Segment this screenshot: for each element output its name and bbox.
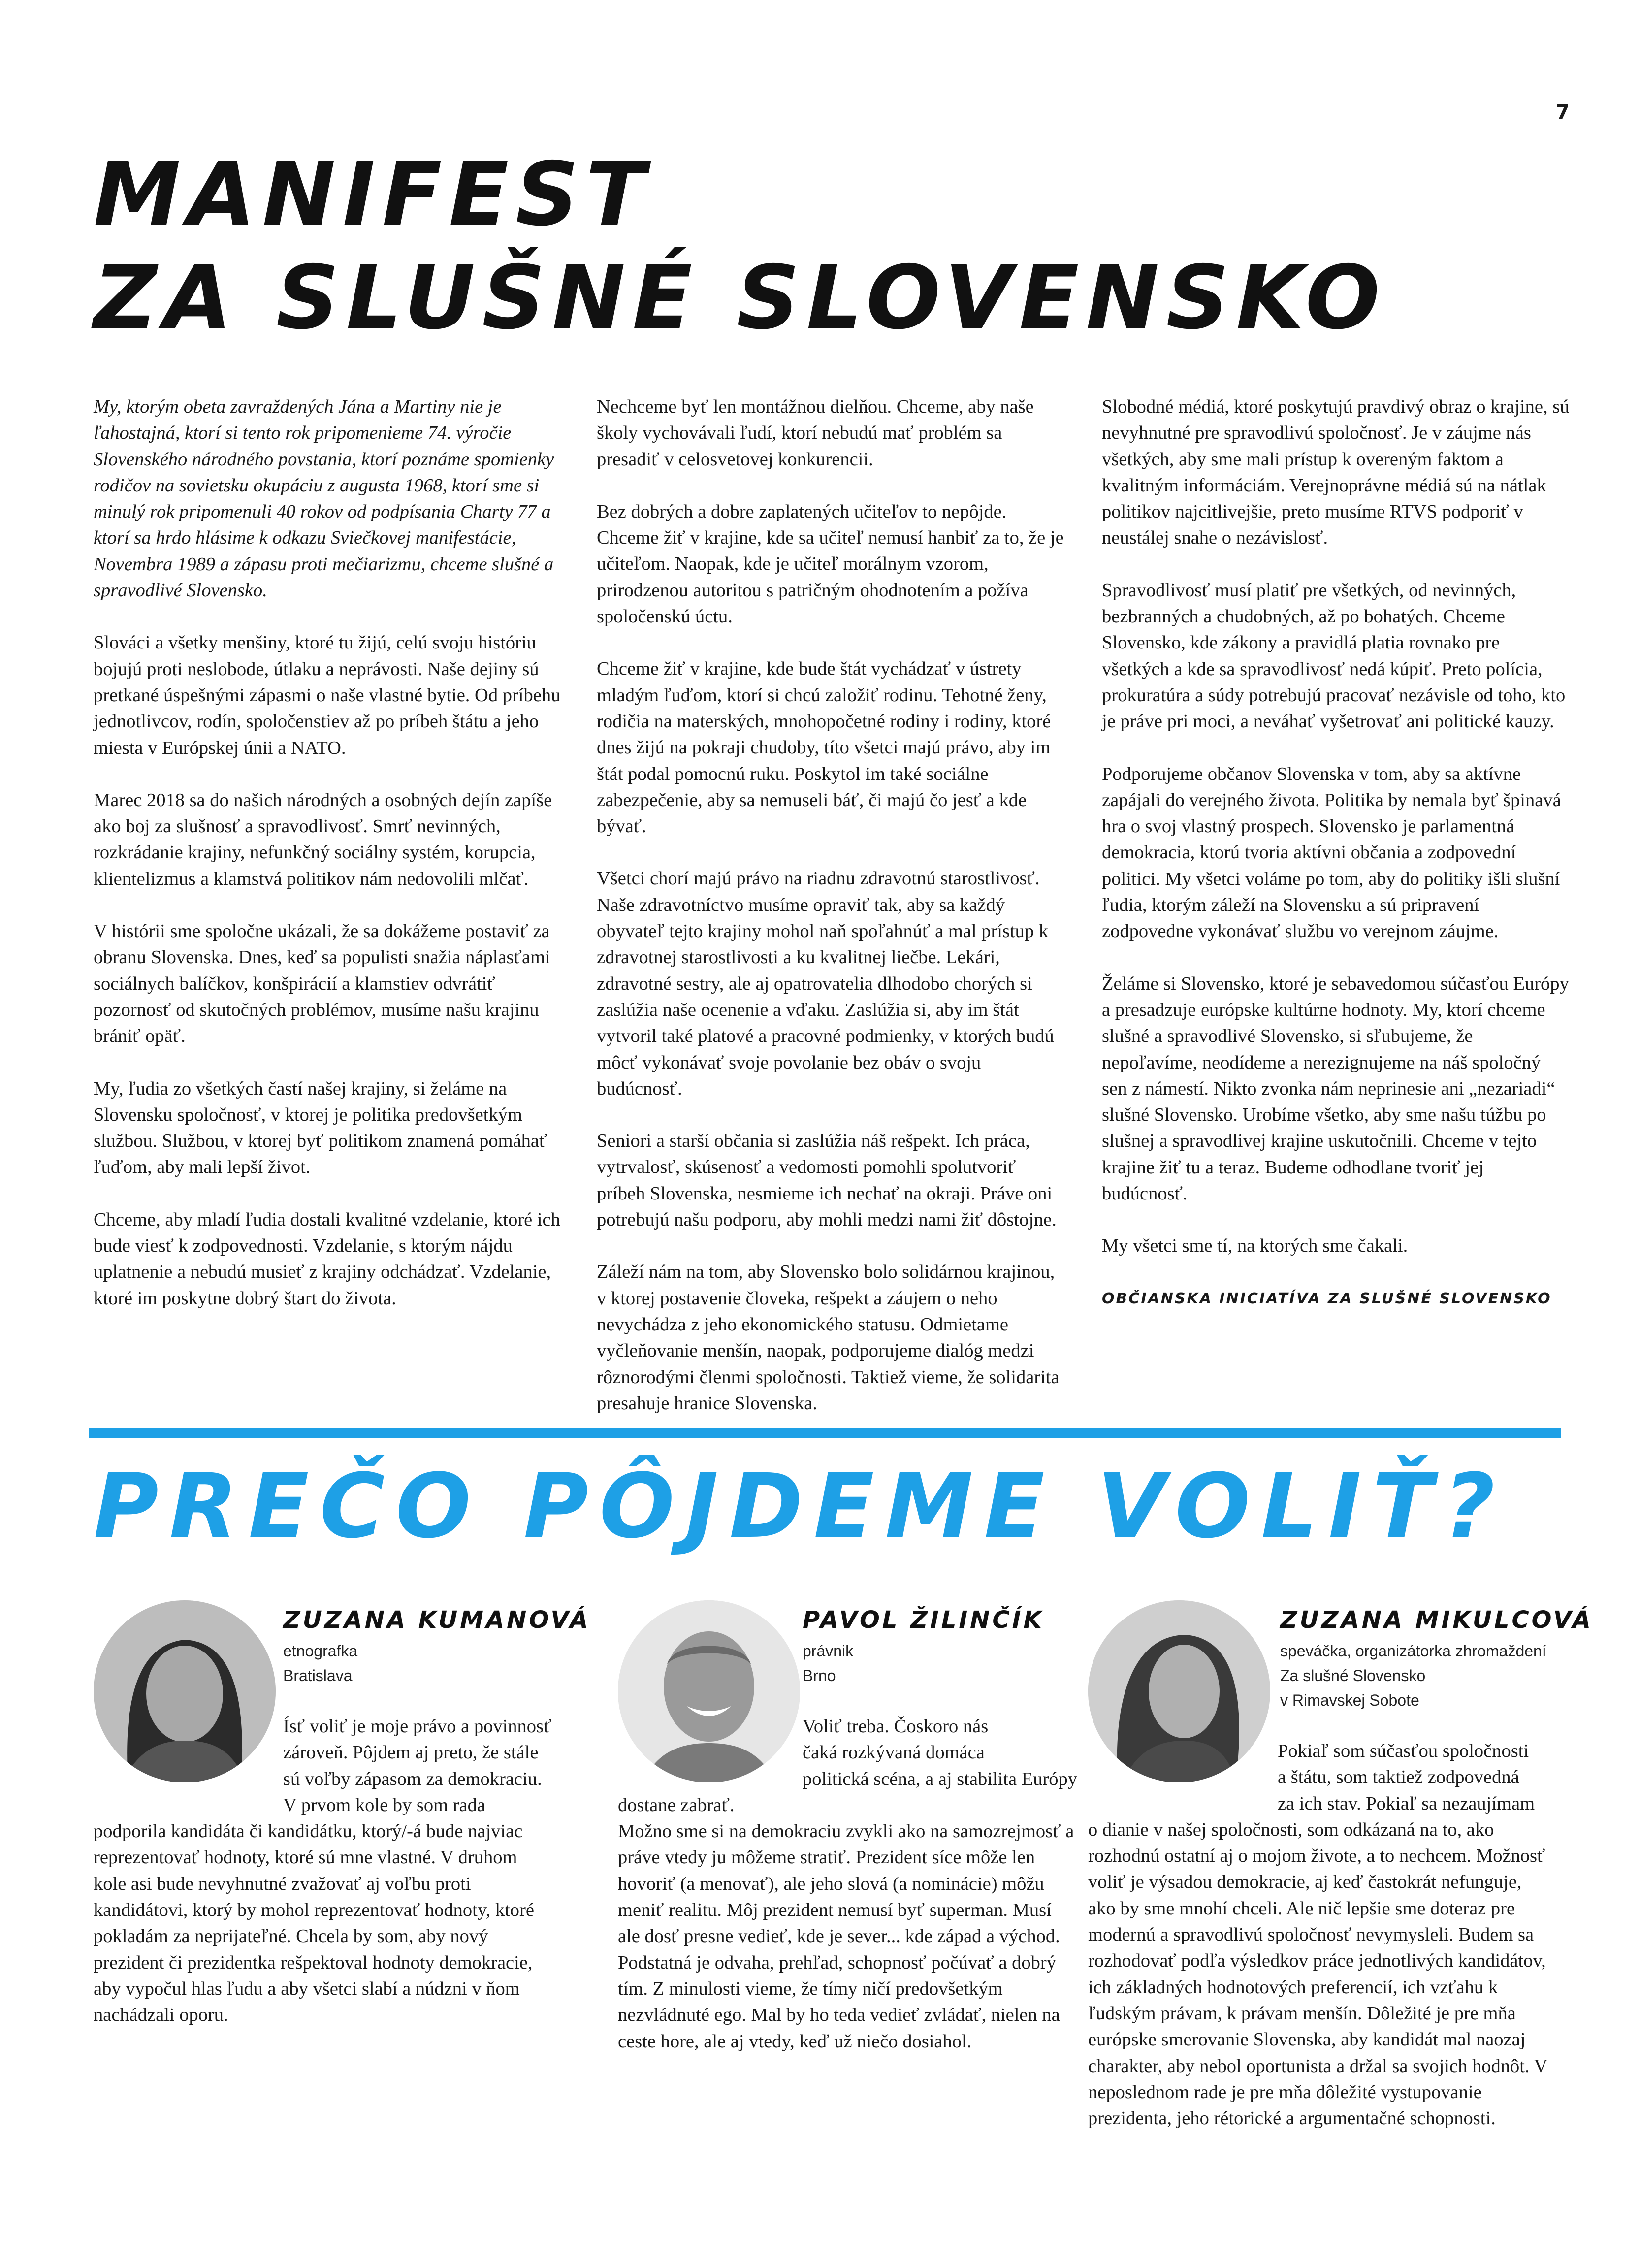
- manifest-paragraph: V histórii sme spoločne ukázali, že sa dokážeme postaviť za obranu Slovenska. Dnes, keď sa populisti snažia náplasťami sociálnych balíčkov, konšpirácií a klamstiev odvrátiť pozornosť od skutočných problémov, musíme našu krajinu brániť opäť.: [94, 921, 550, 1047]
- quote-line: zároveň. Pôjdem aj preto, že stále: [283, 1742, 539, 1763]
- manifest-title-line1: MANIFEST: [94, 143, 652, 245]
- manifest-paragraph: Želáme si Slovensko, ktoré je sebavedomou súčasťou Európy a presadzuje európske kultúrne hodnoty. My, ktorí chceme slušné a spravodlivé Slovensko, si sľubujeme, že nepoľavíme, neodídeme a nerezignujeme na náš spoločný sen z námestí. Nikto zvonka nám neprinesie ani „nezariadi“ slušné Slovensko. Urobíme všetko, aby sme našu túžbu po slušnej a spravodlivej krajine uskutočnili. Chceme v tejto krajine žiť tu a teraz. Budeme odhodlane tvoriť jej budúcnosť.: [1102, 973, 1569, 1204]
- manifest-paragraph: Slobodné médiá, ktoré poskytujú pravdivý obraz o krajine, sú nevyhnutné pre spravodlivú spoločnosť. Je v záujme nás všetkých, aby sme mali prístup k overeným faktom a kvalitným informáciám. Verejnoprávne médiá sú na nátlak politikov najcitlivejšie, preto musíme RTVS podporiť v neustálej snahe o nezávislosť.: [1102, 396, 1570, 549]
- manifest-paragraph: Bez dobrých a dobre zaplatených učiteľov to nepôjde. Chceme žiť v krajine, kde sa učiteľ nemusí hanbiť za to, že je učiteľom. Naopak, kde je učiteľ morálnym vzorom, prirodzenou autoritou s patričným ohodnotením a požíva spoločenskú úctu.: [597, 501, 1064, 627]
- section-divider: [89, 1428, 1561, 1438]
- manifest-paragraph: Chceme, aby mladí ľudia dostali kvalitné vzdelanie, ktoré ich bude viesť k zodpovednosti. Vzdelanie, s ktorým nájdu uplatnenie a nebudú musieť z krajiny odchádzať. Vzdelanie, ktoré im poskytne dobrý štart do života.: [94, 1209, 560, 1309]
- manifest-title: [94, 143, 1387, 350]
- person-quote: [618, 1714, 1078, 2055]
- manifest-paragraph: Podporujeme občanov Slovenska v tom, aby sa aktívne zapájali do verejného života. Politika by nemala byť špinavá hra o svoj vlastný prospech. Slovensko je parlamentná demokracia, ktorú tvoria aktívni občania a zodpovední politici. My všetci voláme po tom, aby do politiky išli slušní ľudia, ktorým záleží na Slovensku a sú pripravení zodpovedne vykonávať službu vo verejnom záujme.: [1102, 763, 1561, 942]
- manifest-paragraph: Chceme žiť v krajine, kde bude štát vychádzať v ústrety mladým ľuďom, ktorí si chcú založiť rodinu. Tehotné ženy, rodičia na materských, mnohopočetné rodiny i rodiny, ktoré dnes žijú na pokraji chudoby, títo všetci majú právo, aby im štát podal pomocnú ruku. Poskytol im také sociálne zabezpečenie, aby sa nemuseli báť, či majú čo jesť a kde bývať.: [597, 658, 1051, 837]
- quote-body: V prvom kole by som rada podporila kandidáta či kandidátku, ktorý/-á bude najviac reprezentovať hodnoty, ktoré sú mne vlastné. V druhom kole asi bude nevyhnutné zvažovať aj voľbu proti kandidátovi, ktorý by mohol reprezentovať hodnoty, ktoré pokladám za neprijateľné. Chcela by som, aby nový prezident či prezidentka rešpektoval hodnoty demokracie, aby vypočul hlas ľudu a aby všetci slabí a núdzni v ňom nachádzali oporu.: [94, 1794, 534, 2026]
- manifest-intro: My, ktorým obeta zavraždených Jána a Martiny nie je ľahostajná, ktorí si tento rok pripomenieme 74. výročie Slovenského národného povstania, ktorí poznáme spomienky rodičov na sovietsku okupáciu z augusta 1968, ktorí sme si minulý rok pripomenuli 40 rokov od podpísania Charty 77 a ktorí sa hrdo hlásime k odkazu Sviečkovej manifestácie, Novembra 1989 a zápasu proti mečiarizmu, chceme slušné a spravodlivé Slovensko.: [94, 396, 554, 601]
- quote-line: Voliť treba. Čoskoro nás: [803, 1716, 989, 1737]
- manifest-paragraph: Marec 2018 sa do našich národných a osobných dejín zapíše ako boj za slušnosť a spravodlivosť. Smrť nevinných, rozkrádanie krajiny, nefunkčný sociálny systém, korupcia, klientelizmus a klamstvá politikov nám nedovolili mlčať.: [94, 789, 552, 889]
- manifest-paragraph: Seniori a starší občania si zaslúžia náš rešpekt. Ich práca, vytrvalosť, skúsenosť a vedomosti pomohli spolutvoriť príbeh Slovenska, nesmieme ich nechať na okraji. Práve oni potrebujú našu podporu, aby mohli medzi nami žiť dôstojne.: [597, 1131, 1057, 1231]
- quote-line: politická scéna, a aj stabilita Európy dostane zabrať.: [618, 1768, 1078, 1815]
- person-meta: [283, 1639, 357, 1688]
- manifest-column-1: [94, 394, 561, 1338]
- person-meta: [1280, 1639, 1546, 1713]
- manifest-paragraph: Všetci chorí majú právo na riadnu zdravotnú starostlivosť. Naše zdravotníctvo musíme opraviť tak, aby sa každý obyvateľ tejto krajiny mohol naň spoľahnúť a mal prístup k zdravotnej starostlivosti a ku kvalitnej liečbe. Lekári, zdravotné sestry, ale aj opatrovatelia dlhodobo chorých si zaslúžia naše ocenenie a vďaku. Zaslúžia si, aby im štát vytvoril také platové a pracovné podmienky, v ktorých budú môcť vykonávať svoje povolanie bez obáv o svoju budúcnosť.: [597, 868, 1054, 1099]
- quote-body: o dianie v našej spoločnosti, som odkázaná na to, ako rozhodnú ostatní aj o mojom živote, a to nechcem. Možnosť voliť je výsadou demokracie, aj keď častokrát nefunguje, ako by sme mnohí chceli. Ale nič lepšie sme doteraz pre modernú a spravodlivú spoločnosť nevymysleli. Budem sa rozhodovať podľa výsledkov práce jednotlivých kandidátov, ich základných hodnotových preferencií, ich vzťahu k ľudským právam, k právam menšín. Dôležité je pre mňa európske smerovanie Slovenska, aby kandidát mal naozaj charakter, aby nebol oportunista a držal sa svojich hodnôt. V neposlednom rade je pre mňa dôležité vystupovanie prezidenta, jeho rétorické a argumentačné schopnosti.: [1088, 1819, 1547, 2129]
- manifest-paragraph: My všetci sme tí, na ktorých sme čakali.: [1102, 1235, 1408, 1257]
- quote-line: Ísť voliť je moje právo a povinnosť: [283, 1716, 552, 1737]
- person-meta: [803, 1639, 853, 1688]
- manifest-paragraph: My, ľudia zo všetkých častí našej krajiny, si želáme na Slovensku spoločnosť, v ktorej je politika predovšetkým službou. Službou, v ktorej byť politikom znamená pomáhať ľuďom, aby mali lepší život.: [94, 1078, 547, 1178]
- why-vote-title: PREČO PÔJDEME VOLIŤ?: [94, 1455, 1506, 1558]
- person-quote: [1088, 1738, 1551, 2132]
- quote-body: Možno sme si na demokraciu zvykli ako na samozrejmosť a práve vtedy ju môžeme stratiť. Prezident síce môže len hovoriť (a menovať), ale jeho slová (a nominácie) môžu meniť realitu. Môj prezident nemusí byť superman. Musí ale dosť presne vedieť, kde je sever... kde západ a východ. Podstatná je odvaha, prehľad, schopnosť počúvať a dobrý tím. Z minulosti vieme, že tímy ničí predovšetkým nezvládnuté ego. Mal by ho teda vedieť zvládať, nielen na ceste hore, ale aj vtedy, keď už niečo dosiahol.: [618, 1821, 1074, 2052]
- person-role: etnografka: [283, 1642, 358, 1660]
- manifest-paragraph: Záleží nám na tom, aby Slovensko bolo solidárnou krajinou, v ktorej postavenie človeka, rešpekt a záujem o neho nevychádza z jeho ekonomického statusu. Odmietame vyčleňovanie menšín, naopak, podporujeme dialóg medzi rôznorodými členmi spoločnosti. Taktiež vieme, že solidarita presahuje hranice Slovenska.: [597, 1262, 1060, 1414]
- person-role: právnik: [803, 1642, 854, 1660]
- quote-line: sú voľby zápasom za demokraciu.: [283, 1768, 542, 1789]
- person-org: Za slušné Slovensko: [1280, 1667, 1426, 1685]
- manifest-column-2: [597, 394, 1064, 1443]
- quote-line: a štátu, som taktiež zodpovedná: [1278, 1767, 1519, 1788]
- person-name: ZUZANA KUMANOVÁ: [283, 1606, 591, 1634]
- person-place: v Rimavskej Sobote: [1280, 1691, 1419, 1709]
- manifest-paragraph: Nechceme byť len montážnou dielňou. Chceme, aby naše školy vychovávali ľudí, ktorí nebudú mať problém sa presadiť v celosvetovej konkurencii.: [597, 396, 1034, 470]
- manifest-title-line2: ZA SLUŠNÉ SLOVENSKO: [94, 247, 1387, 349]
- manifest-paragraph: Slováci a všetky menšiny, ktoré tu žijú, celú svoju históriu bojujú proti neslobode, útlaku a neprávosti. Naše dejiny sú pretkané úspešnými zápasmi o naše vlastné bytie. Od príbehu jednotlivcov, rodín, spoločenstiev až po príbeh štátu a jeho miesta v Európskej únii a NATO.: [94, 632, 561, 758]
- manifest-paragraph: Spravodlivosť musí platiť pre všetkých, od nevinných, bezbranných a chudobných, až po bohatých. Chceme Slovensko, kde zákony a pravidlá platia rovnako pre všetkých a kde sa spravodlivosť nedá kúpiť. Preto polícia, prokuratúra a súdy potrebujú pracovať nezávisle od toho, kto je práve pri moci, a neváhať vyšetrovať ani politické kauzy.: [1102, 580, 1566, 732]
- manifest-signature: OBČIANSKA INICIATÍVA ZA SLUŠNÉ SLOVENSKO: [1102, 1290, 1552, 1307]
- quote-line: čaká rozkývaná domáca: [803, 1742, 985, 1763]
- person-place: Brno: [803, 1667, 836, 1685]
- manifest-column-3: [1102, 394, 1570, 1312]
- page-number: 7: [1556, 101, 1570, 124]
- person-name: ZUZANA MIKULCOVÁ: [1280, 1606, 1593, 1634]
- person-place: Bratislava: [283, 1667, 353, 1685]
- person-role: speváčka, organizátorka zhromaždení: [1280, 1642, 1546, 1660]
- quote-line: Pokiaľ som súčasťou spoločnosti: [1278, 1741, 1529, 1761]
- quote-line: za ich stav. Pokiaľ sa nezaujímam: [1278, 1793, 1535, 1814]
- person-quote: [94, 1714, 554, 2029]
- person-name: PAVOL ŽILINČÍK: [803, 1606, 1044, 1634]
